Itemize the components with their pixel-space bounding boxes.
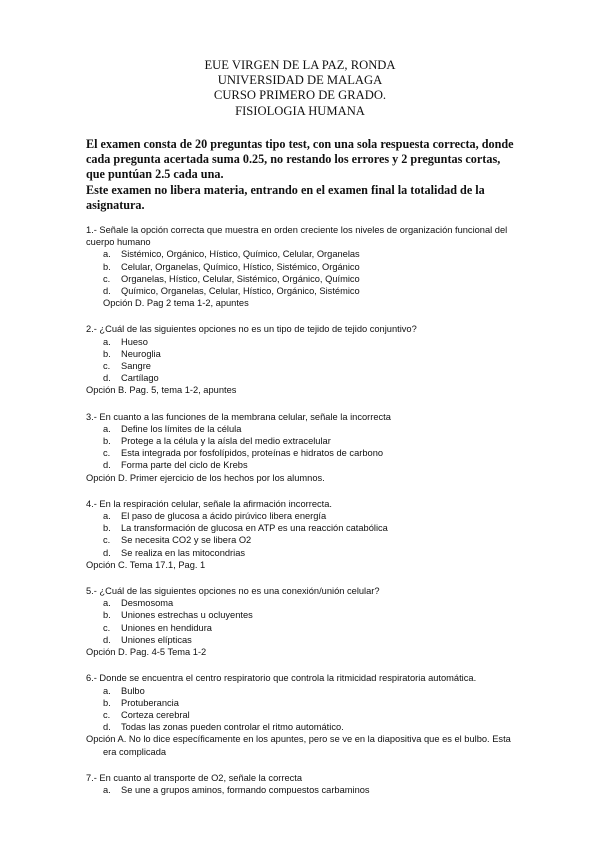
option-letter: a.: [103, 598, 111, 609]
answer-note: Opción C. Tema 17.1, Pag. 1: [86, 559, 206, 570]
option-c: [86, 360, 526, 372]
option-letter: a.: [103, 685, 111, 696]
option-letter: b.: [103, 610, 111, 621]
option-a: [86, 336, 526, 348]
option-text: Protege a la célula y la aísla del medio extracelular: [121, 436, 331, 447]
header-line-university: UNIVERSIDAD DE MALAGA: [217, 73, 383, 88]
question-5: [86, 585, 526, 658]
option-a: [86, 597, 526, 609]
option-text: Se une a grupos aminos, formando compuestos carbaminos: [121, 784, 370, 795]
question-6: [86, 672, 526, 757]
option-b: [86, 522, 526, 534]
option-c: [86, 447, 526, 459]
option-letter: d.: [103, 634, 111, 645]
question-text: 3.- En cuanto a las funciones de la membrana celular, señale la incorrecta: [86, 411, 391, 422]
option-letter: c.: [103, 448, 111, 459]
header-line-institution: EUE VIRGEN DE LA PAZ, RONDA: [204, 58, 396, 72]
option-text: Se realiza en las mitocondrias: [121, 547, 246, 558]
question-text: 6.- Donde se encuentra el centro respiratorio que controla la ritmicidad respiratoria automática.: [86, 673, 477, 684]
question-text: 7.- En cuanto al transporte de O2, señale la correcta: [86, 772, 303, 783]
option-text: La transformación de glucosa en ATP es una reacción catabólica: [121, 523, 388, 534]
header-line-subject: FISIOLOGIA HUMANA: [235, 103, 365, 118]
option-c: [86, 709, 526, 721]
option-a: [86, 423, 526, 435]
question-list: [86, 224, 526, 810]
option-letter: a.: [103, 423, 111, 434]
option-d: [86, 459, 526, 471]
options-list: [86, 510, 526, 559]
option-letter: a.: [103, 784, 111, 795]
option-letter: b.: [103, 261, 111, 272]
option-text: Uniones estrechas u ocluyentes: [121, 610, 253, 621]
option-text: Uniones elípticas: [121, 634, 192, 645]
options-list: [86, 597, 526, 646]
option-text: Sangre: [121, 361, 151, 372]
question-text: 1.- Señale la opción correcta que muestra en orden creciente los niveles de organización funcional del cuerpo humano: [86, 225, 508, 248]
option-a: [86, 685, 526, 697]
option-text: Esta integrada por fosfolípidos, proteínas e hidratos de carbono: [121, 448, 384, 459]
answer-note: Opción D. Pag. 4-5 Tema 1-2: [86, 647, 207, 658]
option-b: [86, 435, 526, 447]
option-letter: d.: [103, 286, 111, 297]
option-text: Forma parte del ciclo de Krebs: [121, 460, 248, 471]
option-letter: d.: [103, 722, 111, 733]
header-line-course: CURSO PRIMERO DE GRADO.: [213, 88, 387, 103]
option-text: Bulbo: [121, 685, 145, 696]
answer-note: Opción D. Pag 2 tema 1-2, apuntes: [103, 298, 249, 309]
option-letter: b.: [103, 348, 111, 359]
option-c: [86, 534, 526, 546]
option-b: [86, 609, 526, 621]
question-text: 5.- ¿Cuál de las siguientes opciones no es una conexión/unión celular?: [86, 586, 380, 597]
question-3: [86, 411, 526, 484]
question-text: 2.- ¿Cuál de las siguientes opciones no es un tipo de tejido de tejido conjuntivo?: [86, 324, 417, 335]
instructions-paragraph-1: El examen consta de 20 preguntas tipo test, con una sola respuesta correcta, donde cada pregunta acertada suma 0.25, no restando los errores y 2 preguntas cortas, que puntúan 2.5 cada una.: [86, 137, 514, 182]
options-list: [86, 784, 526, 796]
answer-note: Opción D. Primer ejercicio de los hechos por los alumnos.: [86, 472, 325, 483]
question-1: [86, 224, 526, 309]
answer-note: Opción B. Pag. 5, tema 1-2, apuntes: [86, 385, 237, 396]
option-letter: c.: [103, 361, 111, 372]
option-letter: d.: [103, 547, 111, 558]
option-letter: b.: [103, 523, 111, 534]
question-2: [86, 323, 526, 396]
option-a: [86, 784, 526, 796]
option-d: [86, 721, 526, 733]
option-letter: a.: [103, 511, 111, 522]
option-d: [86, 634, 526, 646]
option-text: Uniones en hendidura: [121, 622, 212, 633]
document-header: [0, 58, 600, 119]
question-text: 4.- En la respiración celular, señale la afirmación incorrecta.: [86, 498, 332, 509]
option-letter: d.: [103, 373, 111, 384]
option-letter: c.: [103, 535, 111, 546]
option-text: Neuroglia: [121, 348, 161, 359]
question-4: [86, 498, 526, 571]
option-text: Se necesita CO2 y se libera O2: [121, 535, 252, 546]
option-text: Organelas, Hístico, Celular, Sistémico, Orgánico, Químico: [121, 273, 360, 284]
option-letter: a.: [103, 249, 111, 260]
options-list: [86, 423, 526, 472]
option-letter: b.: [103, 697, 111, 708]
option-text: Celular, Organelas, Químico, Hístico, Sistémico, Orgánico: [121, 261, 360, 272]
exam-instructions: [86, 137, 518, 213]
option-text: Sistémico, Orgánico, Hístico, Químico, Celular, Organelas: [121, 249, 360, 260]
question-7: [86, 772, 526, 796]
option-b: [86, 697, 526, 709]
option-c: [86, 273, 526, 285]
option-a: [86, 510, 526, 522]
option-letter: b.: [103, 436, 111, 447]
option-text: Químico, Organelas, Celular, Hístico, Orgánico, Sistémico: [121, 286, 360, 297]
option-c: [86, 622, 526, 634]
options-list: [86, 248, 526, 297]
instructions-paragraph-2: Este examen no libera materia, entrando en el examen final la totalidad de la asignatura.: [86, 182, 485, 212]
option-b: [86, 348, 526, 360]
option-d: [86, 547, 526, 559]
option-a: [86, 248, 526, 260]
option-text: Cartílago: [121, 373, 159, 384]
options-list: [86, 685, 526, 734]
option-d: [86, 372, 526, 384]
option-b: [86, 261, 526, 273]
option-letter: a.: [103, 336, 111, 347]
option-letter: c.: [103, 273, 111, 284]
option-d: [86, 285, 526, 297]
option-letter: c.: [103, 709, 111, 720]
option-text: El paso de glucosa a ácido pirúvico libera energía: [121, 511, 327, 522]
option-text: Corteza cerebral: [121, 709, 190, 720]
option-text: Protuberancia: [121, 697, 179, 708]
options-list: [86, 336, 526, 385]
option-letter: d.: [103, 460, 111, 471]
option-letter: c.: [103, 622, 111, 633]
option-text: Todas las zonas pueden controlar el ritmo automático.: [121, 722, 344, 733]
option-text: Define los límites de la célula: [121, 423, 242, 434]
option-text: Desmosoma: [121, 598, 174, 609]
option-text: Hueso: [121, 336, 148, 347]
answer-note: Opción A. No lo dice específicamente en los apuntes, pero se ve en la diapositiva que es el bulbo. Esta era complicada: [86, 734, 511, 757]
